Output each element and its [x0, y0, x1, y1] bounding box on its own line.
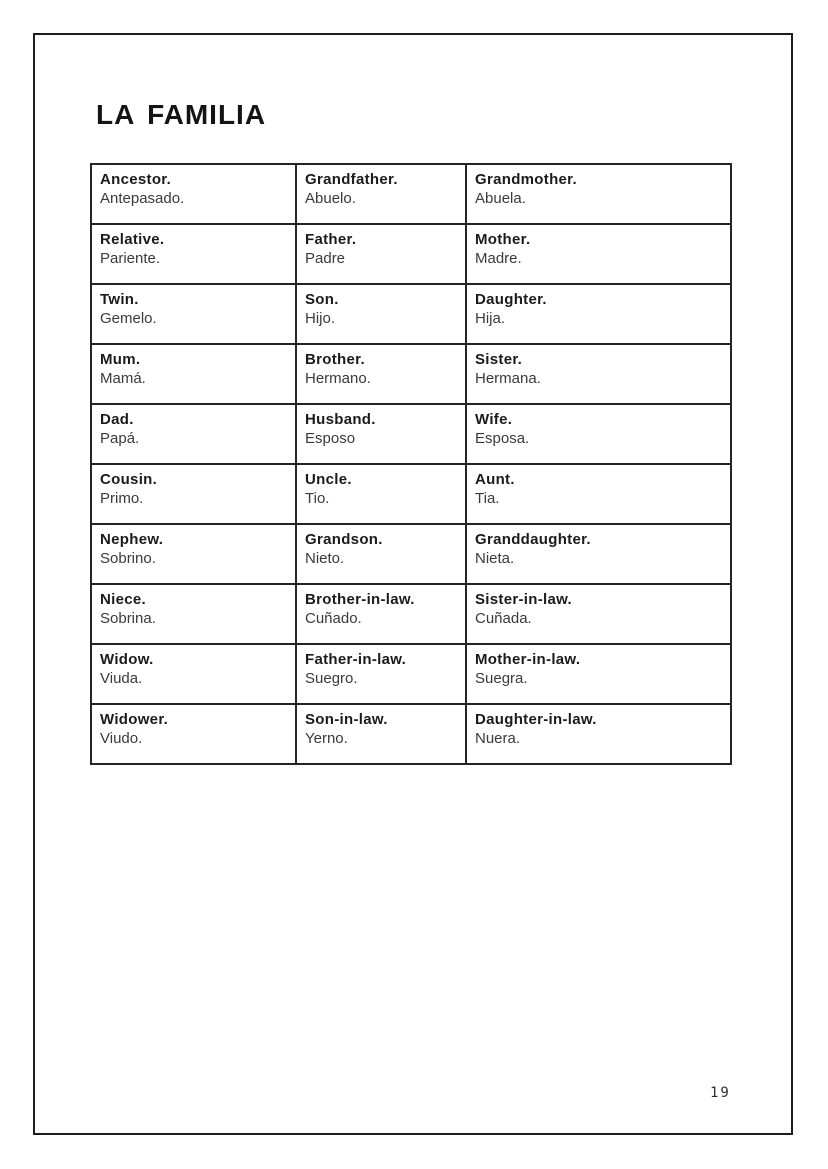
table-row	[91, 344, 731, 404]
table-cell	[91, 224, 296, 284]
table-cell	[91, 524, 296, 584]
spanish-translation: Viudo.	[100, 730, 143, 747]
english-term: Mother.	[475, 231, 531, 248]
english-term: Brother-in-law.	[305, 591, 415, 608]
table-cell	[466, 644, 731, 704]
spanish-translation: Hijo.	[305, 310, 336, 327]
table-cell	[91, 404, 296, 464]
table-row	[91, 584, 731, 644]
table-cell	[466, 164, 731, 224]
english-term: Uncle.	[305, 471, 352, 488]
spanish-translation: Antepasado.	[100, 190, 185, 207]
table-cell	[296, 584, 466, 644]
table-cell	[91, 464, 296, 524]
table-cell	[466, 284, 731, 344]
table-cell	[466, 404, 731, 464]
table-cell	[91, 644, 296, 704]
english-term: Ancestor.	[100, 171, 172, 188]
spanish-translation: Suegro.	[305, 670, 358, 687]
table-cell	[296, 464, 466, 524]
spanish-translation: Primo.	[100, 490, 144, 507]
english-term: Grandmother.	[475, 171, 577, 188]
vocabulary-table-body	[91, 164, 731, 764]
table-cell	[466, 524, 731, 584]
spanish-translation: Nuera.	[475, 730, 521, 747]
spanish-translation: Suegra.	[475, 670, 528, 687]
english-term: Nephew.	[100, 531, 164, 548]
english-term: Daughter.	[475, 291, 547, 308]
spanish-translation: Mamá.	[100, 370, 146, 387]
table-cell	[296, 524, 466, 584]
english-term: Wife.	[475, 411, 513, 428]
spanish-translation: Tia.	[475, 490, 500, 507]
spanish-translation: Madre.	[475, 250, 522, 267]
table-row	[91, 524, 731, 584]
english-term: Widower.	[100, 711, 169, 728]
spanish-translation: Sobrino.	[100, 550, 156, 567]
spanish-translation: Padre	[305, 250, 346, 267]
spanish-translation: Nieta.	[475, 550, 515, 567]
table-row	[91, 404, 731, 464]
english-term: Sister.	[475, 351, 523, 368]
page-title: LA FAMILIA	[96, 99, 267, 130]
spanish-translation: Tio.	[305, 490, 330, 507]
english-term: Granddaughter.	[475, 531, 591, 548]
table-cell	[296, 224, 466, 284]
spanish-translation: Abuelo.	[305, 190, 356, 207]
english-term: Son-in-law.	[305, 711, 388, 728]
spanish-translation: Papá.	[100, 430, 140, 447]
table-cell	[91, 584, 296, 644]
page-number: 19	[710, 1085, 731, 1101]
spanish-translation: Abuela.	[475, 190, 526, 207]
table-cell	[466, 584, 731, 644]
english-term: Mother-in-law.	[475, 651, 581, 668]
table-cell	[466, 464, 731, 524]
spanish-translation: Hija.	[475, 310, 506, 327]
table-cell	[296, 404, 466, 464]
spanish-translation: Pariente.	[100, 250, 161, 267]
table-cell	[91, 704, 296, 764]
table-cell	[91, 164, 296, 224]
english-term: Grandfather.	[305, 171, 398, 188]
table-row	[91, 644, 731, 704]
english-term: Dad.	[100, 411, 134, 428]
spanish-translation: Cuñado.	[305, 610, 362, 627]
spanish-translation: Gemelo.	[100, 310, 157, 327]
table-cell	[466, 704, 731, 764]
table-row	[91, 224, 731, 284]
english-term: Twin.	[100, 291, 139, 308]
vocabulary-table	[90, 163, 732, 765]
table-row	[91, 284, 731, 344]
english-term: Widow.	[100, 651, 154, 668]
spanish-translation: Hermano.	[305, 370, 371, 387]
spanish-translation: Hermana.	[475, 370, 541, 387]
english-term: Grandson.	[305, 531, 383, 548]
spanish-translation: Esposo	[305, 430, 356, 447]
english-term: Aunt.	[475, 471, 515, 488]
english-term: Brother.	[305, 351, 365, 368]
table-cell	[296, 644, 466, 704]
english-term: Son.	[305, 291, 339, 308]
table-cell	[296, 284, 466, 344]
english-term: Father-in-law.	[305, 651, 407, 668]
english-term: Cousin.	[100, 471, 158, 488]
english-term: Husband.	[305, 411, 376, 428]
table-cell	[466, 344, 731, 404]
spanish-translation: Yerno.	[305, 730, 348, 747]
english-term: Daughter-in-law.	[475, 711, 597, 728]
table-cell	[91, 344, 296, 404]
english-term: Sister-in-law.	[475, 591, 572, 608]
spanish-translation: Cuñada.	[475, 610, 532, 627]
table-cell	[296, 704, 466, 764]
spanish-translation: Viuda.	[100, 670, 143, 687]
english-term: Relative.	[100, 231, 165, 248]
spanish-translation: Esposa.	[475, 430, 530, 447]
table-cell	[296, 164, 466, 224]
table-row	[91, 704, 731, 764]
english-term: Mum.	[100, 351, 141, 368]
table-cell	[466, 224, 731, 284]
english-term: Father.	[305, 231, 357, 248]
table-row	[91, 164, 731, 224]
spanish-translation: Nieto.	[305, 550, 345, 567]
spanish-translation: Sobrina.	[100, 610, 156, 627]
table-row	[91, 464, 731, 524]
table-cell	[296, 344, 466, 404]
english-term: Niece.	[100, 591, 146, 608]
table-cell	[91, 284, 296, 344]
